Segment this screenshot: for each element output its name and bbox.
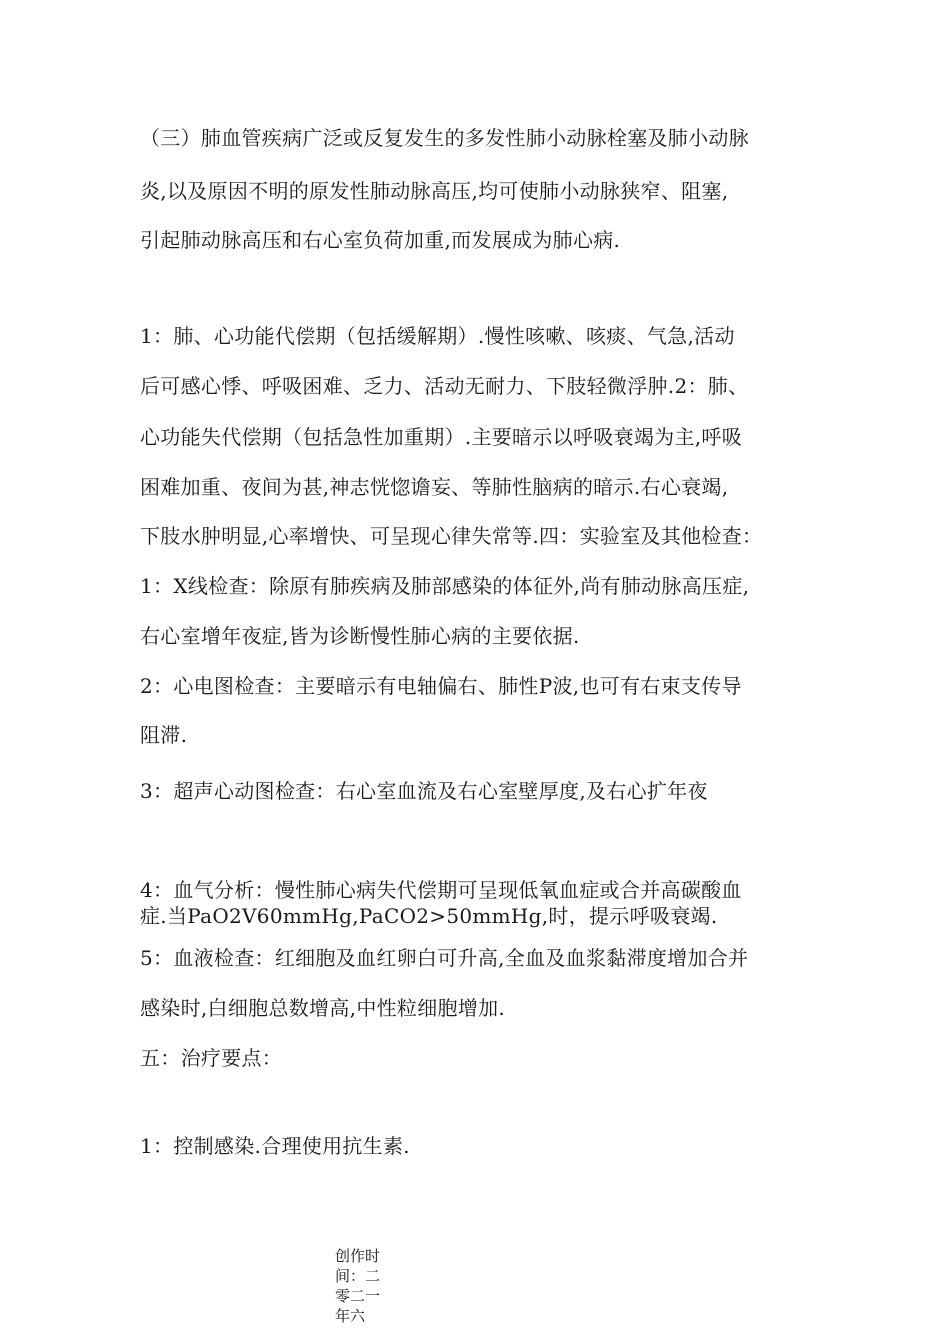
section-heading: 五：治疗要点： — [140, 1046, 283, 1070]
paragraph-line: 炎,以及原因不明的原发性肺动脉高压,均可使肺小动脉狭窄、阻塞, — [140, 179, 729, 203]
paragraph-line: 2：心电图检查：主要暗示有电轴偏右、肺性P波,也可有右束支传导 — [140, 674, 742, 698]
paragraph-line: 下肢水肿明显,心率增快、可呈现心律失常等.四：实验室及其他检查： — [140, 524, 763, 548]
paragraph-line: 4：血气分析：慢性肺心病失代偿期可呈现低氧血症或合并高碳酸血 — [140, 878, 742, 902]
paragraph-line: 困难加重、夜间为甚,神志恍惚谵妄、等肺性脑病的暗示.右心衰竭, — [140, 475, 729, 499]
paragraph-line: 引起肺动脉高压和右心室负荷加重,而发展成为肺心病. — [140, 228, 621, 252]
paragraph-line: （三）肺血管疾病广泛或反复发生的多发性肺小动脉栓塞及肺小动脉 — [140, 126, 749, 150]
paragraph-line: 1：肺、心功能代偿期（包括缓解期）.慢性咳嗽、咳痰、气急,活动 — [140, 324, 735, 348]
paragraph-line: 阻滞. — [140, 723, 188, 747]
paragraph-line: 症.当PaO2V60mmHg,PaCO2>50mmHg,时，提示呼吸衰竭. — [140, 904, 718, 928]
paragraph-line: 后可感心悸、呼吸困难、乏力、活动无耐力、下肢轻微浮肿.2：肺、 — [140, 374, 749, 398]
paragraph-line: 1：控制感染.合理使用抗生素. — [140, 1134, 410, 1158]
paragraph-line: 右心室增年夜症,皆为诊断慢性肺心病的主要依据. — [140, 624, 580, 648]
paragraph-line: 心功能失代偿期（包括急性加重期）.主要暗示以呼吸衰竭为主,呼吸 — [140, 425, 743, 449]
paragraph-line: 3：超声心动图检查：右心室血流及右心室壁厚度,及右心扩年夜 — [140, 779, 708, 803]
paragraph-line: 1：X线检查：除原有肺疾病及肺部感染的体征外,尚有肺动脉高压症, — [140, 574, 750, 598]
creation-time-footer: 创作时间：二零二一年六 — [335, 1247, 381, 1325]
paragraph-line: 5：血液检查：红细胞及血红卵白可升高,全血及血浆黏滞度增加合并 — [140, 946, 749, 970]
paragraph-line: 感染时,白细胞总数增高,中性粒细胞增加. — [140, 996, 506, 1020]
